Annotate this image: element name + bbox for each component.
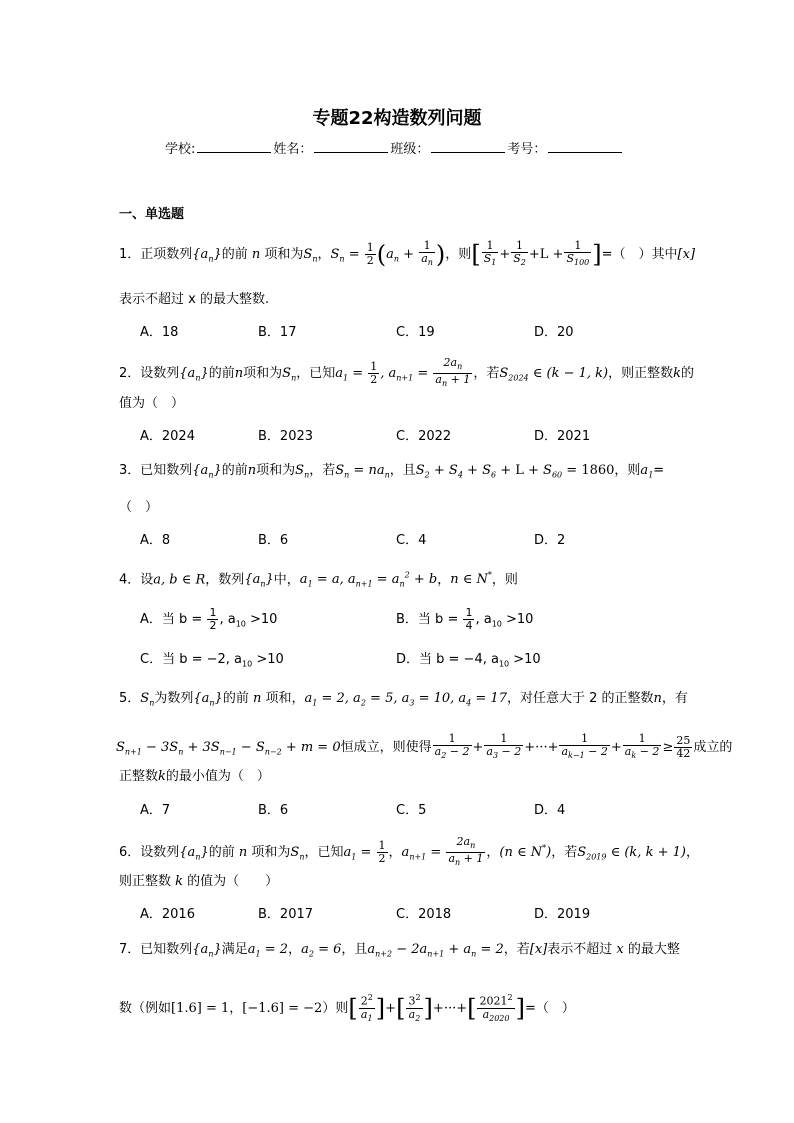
q6-text-c: 项和为 <box>251 845 291 861</box>
q1-text-b: 的前 <box>221 247 248 263</box>
q4-text-a: 4．设 <box>119 572 154 588</box>
name-blank[interactable] <box>314 140 388 153</box>
question-6 <box>119 836 699 869</box>
school-label: 学校: <box>165 142 196 157</box>
q1-math-sn: $S_n$ <box>303 247 318 264</box>
q7-math-sum: [ $\frac{2^2}{a_1}$ ]+[ $\frac{3^2}{a_2}$ ]+···+[ $\frac{2021^2}{a_{2020}}$ ] <box>348 993 525 1023</box>
q4-text-d: ， <box>437 572 451 588</box>
q7-math-x2: x <box>612 942 628 957</box>
q5-text-line3b: 的最小值为（ ） <box>165 769 270 784</box>
q3-option-b[interactable]: B．6 <box>258 533 289 548</box>
q3-text-a: 3．已知数列 <box>119 463 193 478</box>
q2-text-f: ，则正整数 <box>608 366 674 382</box>
q7-text-g: 的最大整 <box>627 942 680 957</box>
q6-math-k: k <box>171 874 188 889</box>
q4-math-seq: $\{a_n\}$ <box>244 572 274 589</box>
q6-math-n: n <box>234 845 252 861</box>
q1-math-formula: $S_n$ = $\frac{1}{2}$ ($a_n$ + $\frac{1}{a_n}$ ) <box>330 239 446 269</box>
q7-math-x: [x] <box>529 942 548 957</box>
q4-option-a[interactable]: A．当 b = $\frac{1}{2}$ , $a_{10} >10$ <box>140 606 278 632</box>
q6-math-a1: $a_1$ = $\frac{1}{2}$ <box>343 839 386 866</box>
q2-text-b: 的前 <box>208 366 235 382</box>
q2-text-g: 的 <box>681 366 695 382</box>
q2-text-e: ，若 <box>473 366 500 382</box>
q2-math-seq: $\{a_n\}$ <box>179 366 209 383</box>
q5-text-c: 的前 <box>222 691 249 706</box>
q2-option-c[interactable]: C．2022 <box>396 429 452 444</box>
q7-text-line2c: ）则 <box>322 1000 349 1016</box>
q3-math-sn: $S_n$ <box>295 463 310 480</box>
q3-options <box>140 529 700 549</box>
q2-text-a: 2．设数列 <box>119 366 180 382</box>
q5-text-f: ，有 <box>661 691 688 706</box>
q5-math-n: n <box>248 691 266 706</box>
q7-math-ex1: [1.6] = 1 <box>171 1000 230 1016</box>
q6-text-g: ，若 <box>551 845 578 861</box>
q5-math-sn: $S_n$ <box>140 691 155 708</box>
q7-text-d: ，且 <box>341 942 368 957</box>
question-5-line2 <box>116 733 732 763</box>
q1-math-n: n <box>247 247 265 263</box>
q3-text-f: ，则 <box>614 463 641 478</box>
q5-text-g: 恒成立，则使得 <box>340 740 432 756</box>
q7-text-line2b: ， <box>229 1000 243 1016</box>
q2-text-d: ，已知 <box>296 366 336 382</box>
question-2 <box>119 357 694 390</box>
q5-options <box>140 799 700 819</box>
q5-math-n2: n <box>653 691 662 706</box>
q5-option-c[interactable]: C．5 <box>396 803 427 818</box>
q2-math-sn: $S_n$ <box>282 366 297 383</box>
q5-math-ineq: $\frac{1}{a_2 - 2}$ + $\frac{1}{a_3 - 2}$ +···+ $\frac{1}{a_{k-1} - 2}$ + $\frac{1}{a_k - 2}$ ≥ $\frac{25}{42}$ <box>434 732 691 761</box>
q6-text-line2b: 的值为（ ） <box>187 874 279 889</box>
q7-text-b: 满足 <box>221 942 248 957</box>
question-5 <box>119 689 688 714</box>
q2-option-b[interactable]: B．2023 <box>258 429 314 444</box>
q4-option-d[interactable]: D．当 b = −4, $a_{10} >10$ <box>396 652 541 669</box>
q1-text-e: ，则 <box>445 247 472 263</box>
q5-text-d: 项和， <box>265 691 305 706</box>
question-1 <box>119 240 695 270</box>
q3-math-a1: $a_1$ <box>640 463 654 480</box>
q3-line2: （ ） <box>119 500 159 515</box>
q7-math-recur: $a_{n+2} - 2a_{n+1} + a_n = 2$ <box>367 942 504 959</box>
q1-line2: 表示不超过 x 的最大整数. <box>119 292 270 307</box>
exam-number-blank[interactable] <box>548 140 622 153</box>
q3-text-c: 项和为 <box>256 463 296 478</box>
question-6-line2 <box>119 872 278 892</box>
q1-text-d: ， <box>317 247 331 263</box>
q7-text-f: 表示不超过 <box>547 942 613 957</box>
section-heading: 一、单选题 <box>119 207 185 222</box>
q3-math-seq: $\{a_n\}$ <box>192 463 222 480</box>
q6-option-c[interactable]: C．2018 <box>396 907 452 922</box>
q7-text-line2d: =（ ） <box>524 1000 575 1016</box>
q5-option-b[interactable]: B．6 <box>258 803 289 818</box>
q7-text-c: ， <box>288 942 302 957</box>
q3-option-c[interactable]: C．4 <box>396 533 427 548</box>
name-label: 姓名： <box>273 142 313 157</box>
q7-math-ex2: [−1.6] = −2 <box>242 1000 323 1016</box>
q1-option-c[interactable]: C．19 <box>396 325 435 340</box>
q5-text-a: 5． <box>119 691 141 706</box>
q3-option-a[interactable]: A．8 <box>140 533 171 548</box>
q5-text-e: ，对任意大于 2 的正整数 <box>506 691 654 706</box>
q2-option-a[interactable]: A．2024 <box>140 429 195 444</box>
q1-text-f: =（ ）其中 <box>601 247 678 263</box>
q3-math-n: n <box>247 463 257 478</box>
q4-text-c: 中， <box>273 572 300 588</box>
q6-math-recur: $a_{n+1}$ = $\frac{2a_n}{a_n + 1}$ <box>401 835 484 868</box>
q6-text-e: ， <box>388 845 402 861</box>
q2-math-k: k <box>673 366 682 382</box>
q2-math-formula: $a_1$ = $\frac{1}{2}$ , $a_{n+1}$ = $\frac{2a_n}{a_n + 1}$ <box>335 356 471 389</box>
q1-text-a: 1．正项数列 <box>119 247 193 263</box>
q2-options <box>140 425 700 445</box>
q6-text-h: ， <box>685 845 699 861</box>
q6-text-line2: 则正整数 <box>119 874 172 889</box>
question-5-line3 <box>119 767 270 787</box>
q3-text-d: ，若 <box>309 463 336 478</box>
q5-math-seq: $\{a_n\}$ <box>193 691 223 708</box>
q7-text-e: ，若 <box>503 942 530 957</box>
q7-text-a: 7．已知数列 <box>119 942 193 957</box>
q1-option-b[interactable]: B．17 <box>258 325 297 340</box>
student-info-line <box>165 138 624 157</box>
q2-math-range: $S_{2024}$ ∈ (k − 1, k) <box>499 366 609 383</box>
q3-text-g: = <box>653 463 665 478</box>
exam-number-label: 考号： <box>507 142 547 157</box>
q1-option-a[interactable]: A．18 <box>140 325 179 340</box>
q5-text-line3: 正整数 <box>119 769 159 784</box>
q2-line2: 值为（ ） <box>119 396 185 411</box>
q3-math-sum: $S_2 + S_4 + S_6 + L + S_{60} = 1860$ <box>415 463 615 480</box>
q1-options <box>140 321 700 341</box>
q4-text-b: ，数列 <box>205 572 245 588</box>
q2-text-c: 项和为 <box>243 366 283 382</box>
question-3 <box>119 461 664 486</box>
q7-math-seq: $\{a_n\}$ <box>192 942 222 959</box>
page-title: 专题22构造数列问题 <box>312 108 482 129</box>
q4-math-recur: $a_1 = a$, $a_{n+1} = a_n^2 + b$ <box>299 571 438 589</box>
q3-text-e: ，且 <box>389 463 416 478</box>
q7-math-a2: $a_2 = 6$ <box>301 942 342 959</box>
q6-math-seq: $\{a_n\}$ <box>179 845 209 862</box>
q5-option-d[interactable]: D．4 <box>534 803 566 818</box>
q4-option-b[interactable]: B．当 b = $\frac{1}{4}$ , $a_{10} >10$ <box>396 606 534 632</box>
q5-math-init: $a_1 = 2$, $a_2 = 5$, $a_3 = 10$, $a_4 = 17$ <box>304 691 507 708</box>
q4-option-c[interactable]: C．当 b = −2, $a_{10} >10$ <box>140 652 284 669</box>
question-4 <box>119 566 518 595</box>
q3-option-d[interactable]: D．2 <box>534 533 566 548</box>
q6-options <box>140 903 700 923</box>
q6-text-f: ， <box>486 845 500 861</box>
q3-text-b: 的前 <box>221 463 248 478</box>
q6-option-d[interactable]: D．2019 <box>534 907 591 922</box>
school-blank[interactable] <box>197 140 271 153</box>
q6-option-b[interactable]: B．2017 <box>258 907 314 922</box>
q5-math-k: k <box>158 769 166 784</box>
q4-options-row1 <box>140 606 700 632</box>
question-7 <box>119 940 680 965</box>
q5-math-relation: $S_{n+1} - 3S_n + 3S_{n-1} - S_{n-2} + m = 0$ <box>116 740 341 757</box>
q2-math-n: n <box>234 366 244 382</box>
q2-option-d[interactable]: D．2021 <box>534 429 591 444</box>
q7-math-a1: $a_1 = 2$ <box>247 942 289 959</box>
q4-math-n: n ∈ N* <box>450 571 492 588</box>
q6-text-d: ，已知 <box>304 845 344 861</box>
q6-math-range: $S_{2019}$ ∈ (k, k + 1) <box>577 845 686 862</box>
q5-text-h: 成立的 <box>693 740 733 756</box>
q6-option-a[interactable]: A．2016 <box>140 907 195 922</box>
q4-math-ab: a, b ∈ R <box>153 572 206 588</box>
q1-math-sum: [ $\frac{1}{S_1}$ + $\frac{1}{S_2}$ +L + $\frac{1}{S_{100}}$ ] <box>471 239 602 269</box>
q1-math-x: [x] <box>677 247 696 263</box>
q4-text-e: ，则 <box>491 572 518 588</box>
q6-text-b: 的前 <box>208 845 235 861</box>
q6-text-a: 6．设数列 <box>119 845 180 861</box>
q6-math-domain: (n ∈ N*) <box>499 843 552 861</box>
class-blank[interactable] <box>431 140 505 153</box>
q1-option-d[interactable]: D．20 <box>534 325 574 340</box>
q3-math-cond: $S_n = na_n$ <box>335 463 390 480</box>
q4-options-row2 <box>140 648 700 668</box>
q1-text-c: 项和为 <box>264 247 304 263</box>
q5-text-b: 为数列 <box>154 691 194 706</box>
q7-text-line2a: 数（例如 <box>119 1000 172 1016</box>
q5-option-a[interactable]: A．7 <box>140 803 171 818</box>
question-7-line2 <box>119 992 575 1025</box>
q1-math-seq: $\{a_n\}$ <box>192 247 222 264</box>
q6-math-sn: $S_n$ <box>290 845 305 862</box>
class-label: 班级： <box>390 142 430 157</box>
